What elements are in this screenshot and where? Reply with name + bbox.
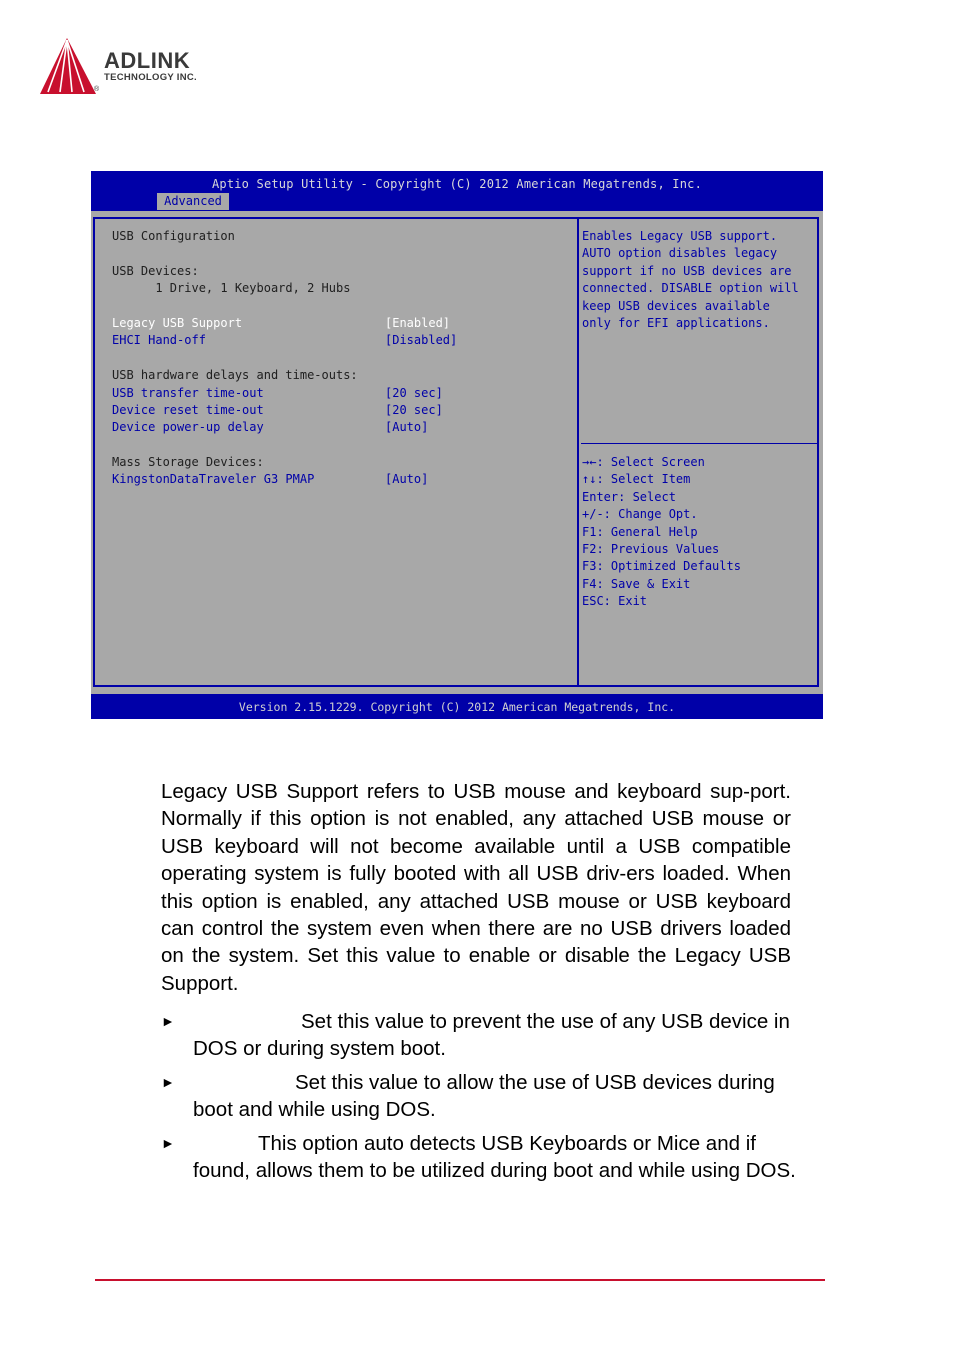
tab-advanced[interactable]: Advanced — [157, 193, 229, 210]
key-legend-line: ESC: Exit — [582, 594, 648, 609]
bios-setting-row — [112, 437, 358, 454]
bios-setting-value — [385, 437, 457, 454]
bios-setting-value — [385, 245, 457, 262]
description-paragraph: Legacy USB Support refers to USB mouse and keyboard sup-port. Normally if this option is not enabled, any attached USB mouse or USB keyboard will not become available until a USB compatible operating system is fully booted with all USB driv-ers loaded. When this option is enabled, any attached USB mouse or USB keyboard can control the system even when there are no USB drivers loaded on the system. Set this value to enable or disable the Legacy USB Support. — [161, 780, 791, 995]
bios-column-divider — [577, 217, 579, 687]
key-legend-line: F2: Previous Values — [582, 541, 720, 556]
bios-setting-value[interactable]: [Enabled] — [385, 315, 451, 330]
bios-title-bar — [91, 171, 823, 211]
bios-status-bar — [91, 694, 823, 719]
key-legend-line: ↑↓: Select Item — [582, 472, 691, 487]
key-legend-line: Enter: Select — [582, 489, 676, 504]
help-line: AUTO option disables legacy — [582, 246, 778, 261]
bios-values-list — [385, 228, 457, 489]
footer-rule — [95, 1279, 825, 1281]
bios-title: Aptio Setup Utility - Copyright (C) 2012 American Megatrends, Inc. — [211, 177, 703, 191]
bullet-text: Set this value to prevent the use of any USB device in DOS or during system boot. — [193, 1010, 790, 1061]
bios-setting-value — [385, 228, 457, 245]
bios-screenshot — [91, 171, 823, 719]
bullet-item-auto — [161, 1130, 801, 1185]
adlink-triangle-icon — [38, 36, 100, 100]
bios-setting-value[interactable]: [Disabled] — [385, 333, 458, 348]
help-line: Enables Legacy USB support. — [582, 229, 778, 243]
bios-setting-value[interactable]: [Auto] — [385, 472, 429, 487]
bios-setting-row[interactable]: USB transfer time-out — [112, 385, 264, 400]
bios-setting-row — [112, 298, 358, 315]
bullet-item-enabled — [161, 1069, 801, 1124]
bullet-text: Set this value to allow the use of USB devices during boot and while using DOS. — [193, 1071, 775, 1122]
bios-setting-value[interactable]: [20 sec] — [385, 385, 443, 400]
bios-setting-row[interactable]: Legacy USB Support — [112, 315, 243, 330]
bios-setting-row[interactable]: EHCI Hand-off — [112, 333, 206, 348]
bullet-arrow-icon: ► — [161, 1074, 175, 1090]
logo-subtitle: TECHNOLOGY INC. — [104, 72, 197, 83]
bios-setting-row: USB Configuration — [112, 229, 235, 243]
bios-setting-row: USB hardware delays and time-outs: — [112, 368, 358, 383]
bullet-text: This option auto detects USB Keyboards or Mice and if found, allows them to be utilized during boot and while using DOS. — [193, 1132, 796, 1183]
bios-setting-value — [385, 367, 457, 384]
bios-setting-row[interactable]: Device reset time-out — [112, 402, 264, 417]
help-line: connected. DISABLE option will — [582, 281, 799, 296]
help-line: keep USB devices available — [582, 298, 770, 313]
bios-help-text — [582, 228, 799, 332]
help-line: support if no USB devices are — [582, 263, 792, 278]
registered-mark: ® — [94, 86, 100, 93]
bios-setting-row[interactable]: Device power-up delay — [112, 420, 264, 435]
bullet-arrow-icon: ► — [161, 1135, 175, 1151]
adlink-logo — [38, 36, 238, 100]
key-legend-line: →←: Select Screen — [582, 455, 705, 469]
bios-setting-row: USB Devices: — [112, 263, 199, 278]
bios-setting-value — [385, 263, 457, 280]
logo-name: ADLINK — [104, 48, 191, 73]
bios-setting-row: Mass Storage Devices: — [112, 455, 264, 470]
bios-setting-row — [112, 350, 358, 367]
bios-setting-value — [385, 350, 457, 367]
bios-setting-value — [385, 454, 457, 471]
bios-setting-row[interactable]: KingstonDataTraveler G3 PMAP — [112, 472, 315, 487]
bios-settings-list — [112, 228, 358, 489]
bios-setting-row — [112, 245, 358, 262]
bios-version: Version 2.15.1229. Copyright (C) 2012 American Megatrends, Inc. — [238, 700, 676, 714]
bios-setting-row: 1 Drive, 1 Keyboard, 2 Hubs — [112, 281, 351, 296]
bios-key-legend — [582, 454, 741, 611]
bios-help-separator — [581, 443, 817, 444]
bullet-arrow-icon: ► — [161, 1013, 175, 1029]
bios-setting-value[interactable]: [20 sec] — [385, 402, 443, 417]
bullet-item-disabled — [161, 1008, 801, 1063]
key-legend-line: F4: Save & Exit — [582, 576, 691, 591]
bios-setting-value[interactable]: [Auto] — [385, 420, 429, 435]
key-legend-line: F1: General Help — [582, 524, 698, 539]
bios-setting-value — [385, 280, 457, 297]
bios-setting-value — [385, 298, 457, 315]
key-legend-line: F3: Optimized Defaults — [582, 559, 741, 574]
help-line: only for EFI applications. — [582, 315, 770, 330]
key-legend-line: +/-: Change Opt. — [582, 507, 698, 522]
